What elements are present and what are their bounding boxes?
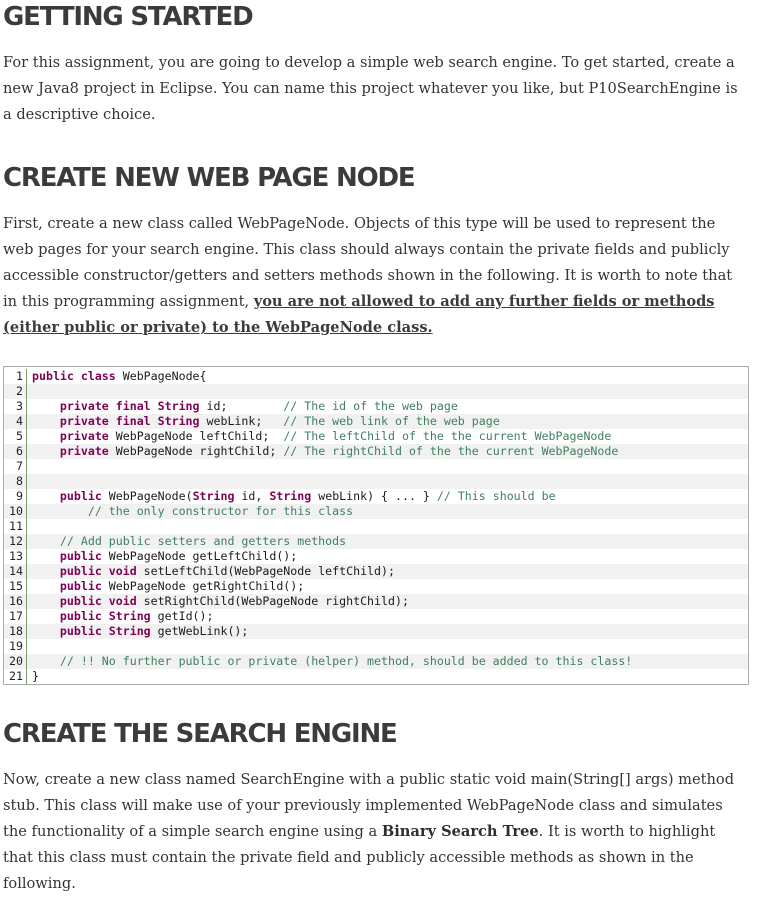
code-line: [4, 579, 748, 594]
code-line-number: 12: [4, 534, 27, 549]
code-line-number: 17: [4, 609, 27, 624]
code-token: webLink;: [199, 414, 284, 428]
code-line: [4, 369, 748, 384]
code-line: [4, 459, 748, 474]
code-line: [4, 609, 748, 624]
code-listing: [3, 366, 749, 685]
code-line: [4, 624, 748, 639]
code-token: [32, 429, 60, 443]
code-token: [32, 549, 60, 563]
code-line-text: [32, 564, 395, 578]
code-line: [4, 444, 748, 459]
paragraph-web-page-node-lead: First, create a new class called WebPageNode. Objects of this type will be used to represent the web pages for your search engine. This class should always contain the private fields and publicly accessible constructor/getters and setters methods shown in the following. It is worth to note that in this programming assignment,: [3, 215, 733, 310]
code-token: WebPageNode{: [115, 369, 207, 383]
code-keyword: private final String: [59, 399, 200, 413]
code-comment: // !! No further public or private (helper) method, should be added to this class!: [59, 654, 633, 668]
code-line-number: 3: [4, 399, 27, 414]
code-line-number: 20: [4, 654, 27, 669]
code-line-text: [32, 489, 556, 503]
heading-getting-started: GETTING STARTED: [3, 2, 253, 32]
code-token: WebPageNode rightChild;: [108, 444, 284, 458]
code-line-number: 8: [4, 474, 27, 489]
code-line-number: 14: [4, 564, 27, 579]
code-line-text: [32, 369, 207, 383]
code-token: }: [32, 669, 39, 683]
code-keyword: public void: [59, 594, 137, 608]
paragraph-search-engine-tail: . It is worth to highlight that this class must contain the private field and publicly accessible methods as shown in the following.: [3, 823, 716, 892]
code-line-number: 15: [4, 579, 27, 594]
code-token: webLink) { ... }: [311, 489, 437, 503]
code-line-text: [32, 429, 611, 443]
code-keyword: public: [59, 579, 102, 593]
paragraph-search-engine-bold: Binary Search Tree: [381, 823, 539, 840]
code-token: [32, 534, 60, 548]
code-line-number: 5: [4, 429, 27, 444]
code-line: [4, 504, 748, 519]
code-line-number: 10: [4, 504, 27, 519]
code-token: [32, 579, 60, 593]
code-keyword: public String: [59, 624, 151, 638]
code-token: getWebLink();: [150, 624, 249, 638]
code-token: [32, 504, 88, 518]
code-token: [32, 399, 60, 413]
code-keyword: public String: [59, 609, 151, 623]
code-line-number: 6: [4, 444, 27, 459]
code-line: [4, 414, 748, 429]
code-comment: // Add public setters and getters methods: [59, 534, 347, 548]
code-line-number: 21: [4, 669, 27, 684]
code-token: WebPageNode getLeftChild();: [101, 549, 298, 563]
code-line: [4, 384, 748, 399]
code-line: [4, 399, 748, 414]
code-line: [4, 429, 748, 444]
paragraph-search-engine-lead: Now, create a new class named SearchEngine with a public static void main(String[] args) method stub. This class will make use of your previously implemented WebPageNode class and simulates the functionality of a simple search engine using a: [3, 771, 735, 840]
code-line-text: [32, 579, 304, 593]
code-comment: // the only constructor for this class: [87, 504, 354, 518]
code-line: [4, 549, 748, 564]
code-keyword: private final String: [59, 414, 200, 428]
code-comment: // The leftChild of the the current WebPageNode: [283, 429, 612, 443]
code-line-text: [32, 624, 248, 638]
code-keyword: private: [59, 429, 109, 443]
code-line-number: 9: [4, 489, 27, 504]
code-comment: // The rightChild of the the current WebPageNode: [283, 444, 619, 458]
code-token: [32, 624, 60, 638]
code-line-text: [32, 594, 409, 608]
code-token: WebPageNode getRightChild();: [101, 579, 305, 593]
code-keyword: String: [269, 489, 312, 503]
code-line: [4, 564, 748, 579]
code-line-text: [32, 609, 214, 623]
code-keyword: public void: [59, 564, 137, 578]
code-line-number: 13: [4, 549, 27, 564]
code-token: [32, 654, 60, 668]
code-line-text: [32, 669, 39, 683]
code-token: [32, 609, 60, 623]
code-line-text: [32, 414, 500, 428]
code-line-number: 16: [4, 594, 27, 609]
code-token: [32, 564, 60, 578]
code-token: getId();: [150, 609, 214, 623]
code-line-text: [32, 654, 632, 668]
code-token: [32, 489, 60, 503]
code-line: [4, 474, 748, 489]
code-comment: // This should be: [436, 489, 556, 503]
code-token: [32, 414, 60, 428]
code-line-number: 1: [4, 369, 27, 384]
code-keyword: public: [59, 489, 102, 503]
heading-web-page-node: CREATE NEW WEB PAGE NODE: [3, 163, 415, 193]
code-line-number: 2: [4, 384, 27, 399]
code-token: WebPageNode(: [101, 489, 193, 503]
code-token: setLeftChild(WebPageNode leftChild);: [136, 564, 395, 578]
code-token: [32, 594, 60, 608]
paragraph-web-page-node: [3, 211, 748, 341]
code-line-text: [32, 399, 458, 413]
paragraph-getting-started: For this assignment, you are going to develop a simple web search engine. To get started, create a new Java8 project in Eclipse. You can name this project whatever you like, but P10SearchEngine is a descriptive choice.: [3, 54, 738, 123]
code-line: [4, 594, 748, 609]
code-token: [32, 444, 60, 458]
code-token: id;: [199, 399, 284, 413]
heading-search-engine: CREATE THE SEARCH ENGINE: [3, 719, 397, 749]
code-line: [4, 654, 748, 669]
paragraph-web-page-node-emphasis: you are not allowed to add any further fields or methods (either public or private) to the WebPageNode class.: [3, 293, 715, 336]
code-keyword: String: [192, 489, 235, 503]
code-line-number: 11: [4, 519, 27, 534]
code-line-number: 4: [4, 414, 27, 429]
code-line-number: 7: [4, 459, 27, 474]
code-comment: // The id of the web page: [283, 399, 458, 413]
code-line: [4, 669, 748, 684]
code-keyword: private: [59, 444, 109, 458]
code-line: [4, 639, 748, 654]
code-keyword: public: [59, 549, 102, 563]
code-line-text: [32, 549, 297, 563]
code-line-text: [32, 444, 618, 458]
paragraph-search-engine: [3, 767, 748, 897]
code-keyword: public class: [32, 369, 116, 383]
code-line: [4, 489, 748, 504]
code-line-number: 18: [4, 624, 27, 639]
code-line: [4, 534, 748, 549]
code-line-text: [32, 534, 346, 548]
code-line-text: [32, 504, 353, 518]
code-line-number: 19: [4, 639, 27, 654]
code-line: [4, 519, 748, 534]
code-token: WebPageNode leftChild;: [108, 429, 284, 443]
code-token: setRightChild(WebPageNode rightChild);: [136, 594, 409, 608]
code-comment: // The web link of the web page: [283, 414, 500, 428]
code-token: id,: [234, 489, 270, 503]
